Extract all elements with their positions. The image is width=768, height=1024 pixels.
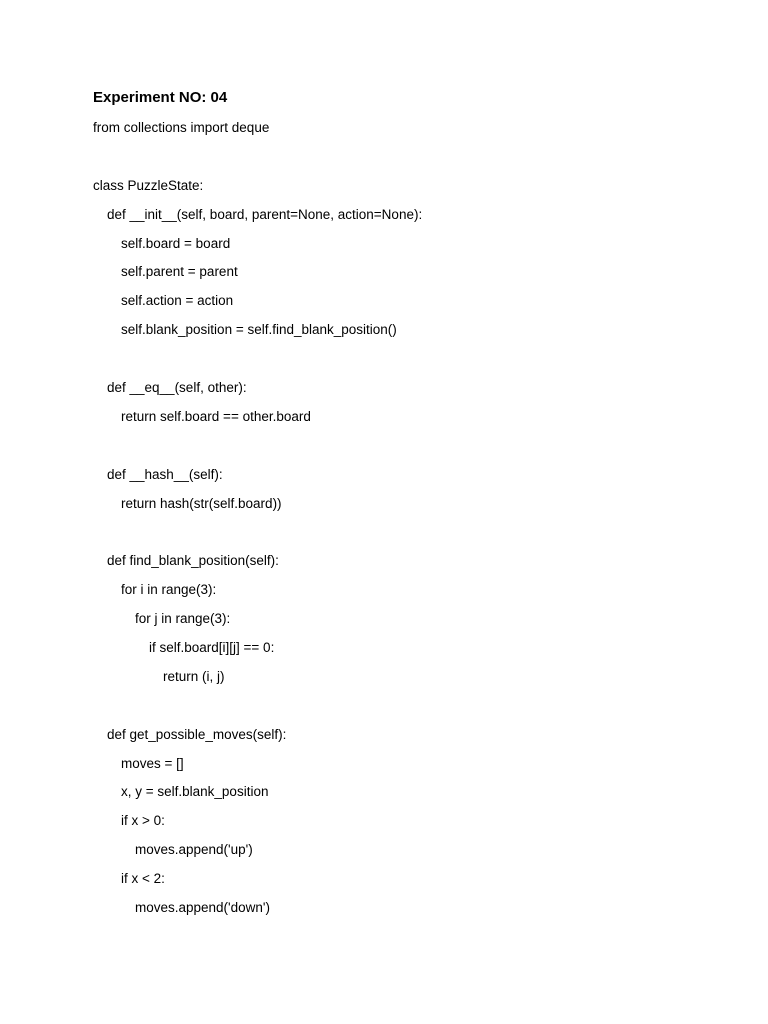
code-line xyxy=(93,696,733,725)
code-line: return (i, j) xyxy=(163,668,225,684)
code-line: return self.board == other.board xyxy=(121,408,311,424)
code-block xyxy=(93,118,733,927)
code-line: self.blank_position = self.find_blank_position() xyxy=(121,322,397,338)
code-line: for i in range(3): xyxy=(121,582,217,598)
code-line: moves.append('down') xyxy=(135,900,270,916)
code-line: moves.append('up') xyxy=(135,842,253,858)
code-line: moves = [] xyxy=(121,755,184,771)
code-line: self.parent = parent xyxy=(121,264,238,280)
code-line: if self.board[i][j] == 0: xyxy=(149,640,275,656)
page-title: Experiment NO: 04 xyxy=(93,89,228,106)
code-line: return hash(str(self.board)) xyxy=(121,495,282,511)
code-line: self.action = action xyxy=(121,293,234,309)
code-line xyxy=(93,147,733,176)
code-line: for j in range(3): xyxy=(135,611,231,627)
code-line xyxy=(93,436,733,465)
code-line: if x < 2: xyxy=(121,871,165,887)
code-line: x, y = self.blank_position xyxy=(121,784,269,800)
code-line: def __init__(self, board, parent=None, action=None): xyxy=(107,206,423,222)
code-line: def get_possible_moves(self): xyxy=(107,726,287,742)
code-line: if x > 0: xyxy=(121,813,165,829)
code-line: def __hash__(self): xyxy=(107,466,223,482)
code-line: def __eq__(self, other): xyxy=(107,380,247,396)
code-line: class PuzzleState: xyxy=(93,177,204,193)
code-line xyxy=(93,349,733,378)
code-line xyxy=(93,522,733,551)
code-line: self.board = board xyxy=(121,235,231,251)
code-line: def find_blank_position(self): xyxy=(107,553,279,569)
code-line: from collections import deque xyxy=(93,120,270,135)
